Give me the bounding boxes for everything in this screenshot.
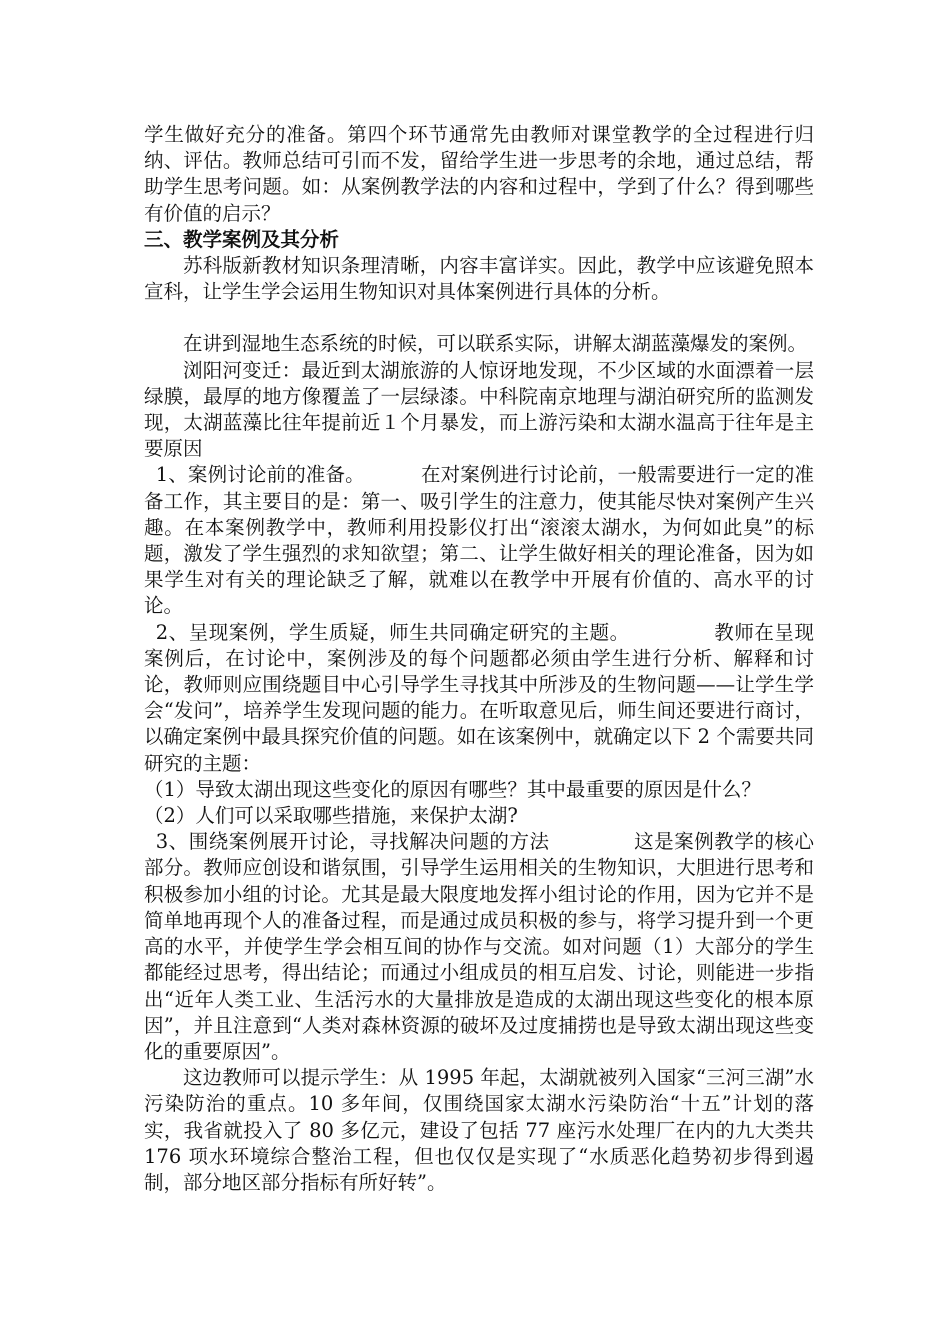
paragraph-intro: 苏科版新教材知识条理清晰，内容丰富详实。因此，教学中应该避免照本宣科，让学生学会运用生物知识对具体案例进行具体的分析。 <box>144 254 814 304</box>
step-2-body: 教师在呈现案例后，在讨论中，案例涉及的每个问题都必须由学生进行分析、解释和讨论，教师则应围绕题目中心引导学生寻找其中所涉及的生物问题——让学生学会“发问”，培养学生发现问题的能力。在听取意见后，师生间还要进行商讨，以确定案例中最具探究价值的问题。如在该案例中，就确定以下 2 个需要共同研究的主题： <box>144 620 814 775</box>
question-2: （2）人们可以采取哪些措施，来保护太湖? <box>144 804 518 828</box>
step-1-title: 1、案例讨论前的准备。 <box>155 463 365 487</box>
question-1: （1）导致太湖出现这些变化的原因有哪些？其中最重要的原因是什么？ <box>144 777 761 801</box>
step-3-paragraph <box>144 829 814 1065</box>
step-2-paragraph <box>144 620 814 777</box>
step-2-title: 2、呈现案例，学生质疑，师生共同确定研究的主题。 <box>155 620 630 644</box>
document-body <box>144 122 814 1196</box>
step-3-title: 3、围绕案例展开讨论，寻找解决问题的方法 <box>155 830 550 854</box>
paragraph-wetland: 在讲到湿地生态系统的时候，可以联系实际，讲解太湖蓝藻爆发的案例。 <box>183 332 808 356</box>
paragraph-teacher-hint: 这边教师可以提示学生：从 1995 年起，太湖就被列入国家“三河三湖”水污染防治的重点。10 多年间，仅围绕国家太湖水污染防治“十五”计划的落实，我省就投入了 80 多亿元，建设了包括 77 座污水处理厂在内的九大类共 176 项水环境综合整治工程，但也仅仅是实现了“水质恶化趋势初步得到遏制，部分地区部分指标有所好转”。 <box>144 1066 814 1194</box>
step-1-body: 在对案例进行讨论前，一般需要进行一定的准备工作，其主要目的是：第一、吸引学生的注意力，使其能尽快对案例产生兴趣。在本案例教学中，教师利用投影仪打出“滚滚太湖水，为何如此臭”的标题，激发了学生强烈的求知欲望；第二、让学生做好相关的理论准备，因为如果学生对有关的理论缺乏了解，就难以在教学中开展有价值的、高水平的讨论。 <box>144 463 814 618</box>
paragraph-case: 浏阳河变迁：最近到太湖旅游的人惊讶地发现，不少区域的水面漂着一层绿膜，最厚的地方像覆盖了一层绿漆。中科院南京地理与湖泊研究所的监测发现，太湖蓝藻比往年提前近１个月暴发，而上游污染和太湖水温高于往年是主要原因 <box>144 358 814 461</box>
step-1-paragraph <box>144 462 814 619</box>
paragraph-summary: 学生做好充分的准备。第四个环节通常先由教师对课堂教学的全过程进行归纳、评估。教师总结可引而不发，留给学生进一步思考的余地，通过总结，帮助学生思考问题。如：从案例教学法的内容和过程中，学到了什么？得到哪些有价值的启示？ <box>144 123 814 225</box>
step-3-body: 这是案例教学的核心部分。教师应创设和谐氛围，引导学生运用相关的生物知识，大胆进行思考和积极参加小组的讨论。尤其是最大限度地发挥小组讨论的作用，因为它并不是简单地再现个人的准备过程，而是通过成员积极的参与，将学习提升到一个更高的水平，并使学生学会相互间的协作与交流。如对问题（1）大部分的学生都能经过思考，得出结论；而通过小组成员的相互启发、讨论，则能进一步指出“近年人类工业、生活污水的大量排放是造成的太湖出现这些变化的根本原因”，并且注意到“人类对森林资源的破坏及过度捕捞也是导致太湖出现这些变化的重要原因”。 <box>144 830 814 1063</box>
blank-line <box>144 305 814 331</box>
section-heading: 三、教学案例及其分析 <box>144 227 340 251</box>
